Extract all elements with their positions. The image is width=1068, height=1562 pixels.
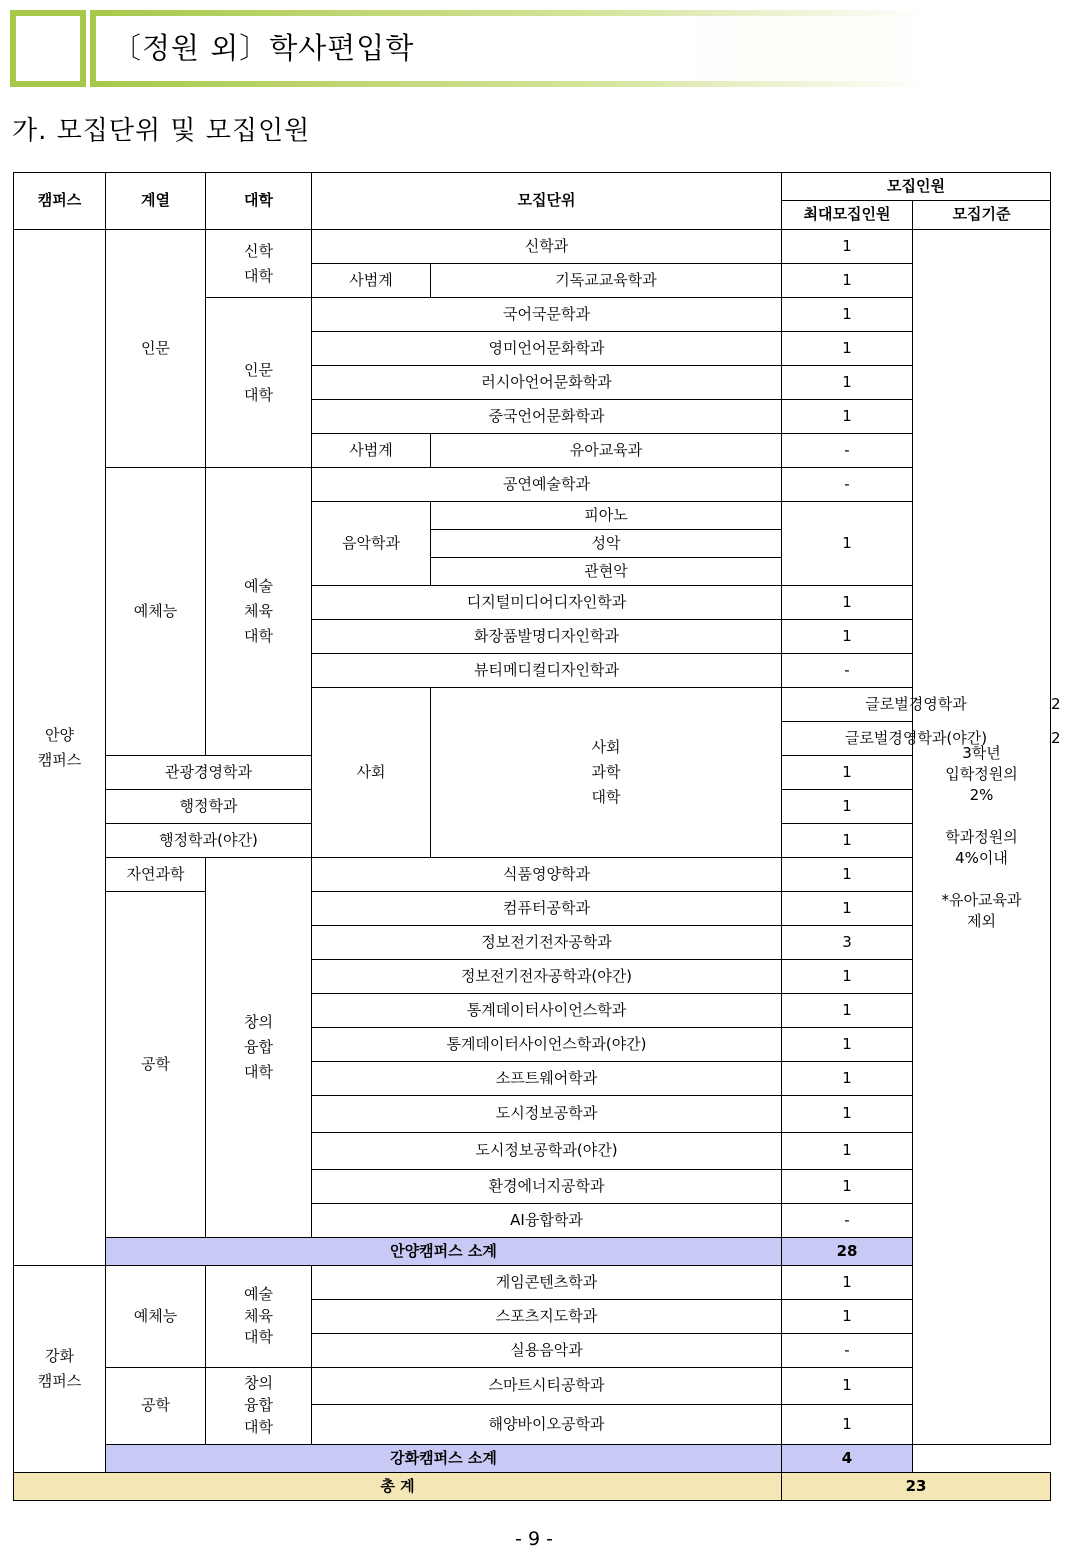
max-cell: -: [782, 434, 913, 468]
unit-cell: 디지털미디어디자인학과: [312, 586, 782, 620]
max-cell: 1: [782, 1405, 913, 1445]
unit-cell: 기독교교육학과: [431, 264, 782, 298]
unit-cell: 도시정보공학과(야간): [312, 1133, 782, 1170]
subtotal-anyang-label: 안양캠퍼스 소계: [106, 1238, 782, 1266]
max-cell: 1: [782, 1170, 913, 1204]
max-cell: 1: [782, 366, 913, 400]
college-inmun: 인문 대학: [206, 298, 312, 468]
unit-cell: 글로벌경영학과(야간): [782, 722, 1051, 756]
unit-cell: 러시아언어문화학과: [312, 366, 782, 400]
series-gonghak: 공학: [106, 892, 206, 1238]
unit-cell: 정보전기전자공학과: [312, 926, 782, 960]
max-cell: -: [782, 468, 913, 502]
max-cell: 1: [782, 230, 913, 264]
college-changui: 창의 융합 대학: [206, 858, 312, 1238]
unit-cell: 유아교육과: [431, 434, 782, 468]
unit-cell: 소프트웨어학과: [312, 1062, 782, 1096]
header-max: 최대모집인원: [782, 201, 913, 230]
college-changui-ganghwa: 창의 융합 대학: [206, 1368, 312, 1445]
unit-cell: 정보전기전자공학과(야간): [312, 960, 782, 994]
unit-cell: 환경에너지공학과: [312, 1170, 782, 1204]
unit-cell: 식품영양학과: [312, 858, 782, 892]
max-cell: 1: [782, 1266, 913, 1300]
max-cell: 1: [782, 1096, 913, 1133]
max-cell: -: [782, 1334, 913, 1368]
max-cell: 1: [782, 1300, 913, 1334]
unit-cell: 실용음악과: [312, 1334, 782, 1368]
subtotal-anyang-value: 28: [782, 1238, 913, 1266]
unit-cell: 중국언어문화학과: [312, 400, 782, 434]
max-cell: -: [782, 654, 913, 688]
unit-cell: AI융합학과: [312, 1204, 782, 1238]
max-cell: 1: [782, 1062, 913, 1096]
unit-cell: 도시정보공학과: [312, 1096, 782, 1133]
college-yechen-ganghwa: 예술 체육 대학: [206, 1266, 312, 1368]
series-jayeon: 자연과학: [106, 858, 206, 892]
campus-anyang: 안양 캠퍼스: [14, 230, 106, 1266]
unit-cell: 공연예술학과: [312, 468, 782, 502]
unit-cell: 피아노: [431, 502, 782, 530]
unit-cell: 관광경영학과: [106, 756, 312, 790]
unit-cell: 스포츠지도학과: [312, 1300, 782, 1334]
max-cell: 1: [782, 790, 913, 824]
unit-cell: 글로벌경영학과: [782, 688, 1051, 722]
college-yechen: 예술 체육 대학: [206, 468, 312, 756]
recruitment-table: 캠퍼스 계열 대학 모집단위 모집인원 최대모집인원 모집기준 안양 캠퍼스 인문 신학 대학 신학과 1 3학년 입학정원의 2% 학과정원의 4%이내 *유아교육과 제외 사범계 기독교교육학과 1 인문 대학 국어국문학과 1 영미언어문화학과 1 러시아언어문화학과 1 중국언어문화학과 1 사범계 유아교육과 - 예체능 예술 체육 대학 공연예술학과 - 음악학과 피아노 1 성악 관현악 디지털미디어디자인학과 1 화장품발명디자인학과 1 뷰티메디컬디자인학과 - 사회 사회 과학 대학 글로벌경영학과 2 글로벌경영학과(야간) 2 관광경영학과 1 행정학과 1 행정학과(야간) 1 자연과학 창의 융합 대학 식품영양학과 1 공학 컴퓨터공학과 1 정보전기전자공학과 3 정보전기전자공학과(야간) 1 통계데이터사이언스학과 1 통계데이터사이언스학과(야간) 1 소프트웨어학과 1 도시정보공학과 1 도시정보공학과(야간) 1 환경에너지공학과 1 AI융합학과 - 안양캠퍼스 소계 28 강화 캠퍼스 예체능 예술 체육 대학 게임콘텐츠학과 1 스포츠지도학과 1 실용음악과 - 공학 창의 융합 대학 스마트시티공학과 1 해양바이오공학과 1 강화캠퍼스 소계 4 총 계 23: [13, 172, 1051, 1501]
max-cell: 1: [782, 1028, 913, 1062]
unit-cell: 신학과: [312, 230, 782, 264]
criteria-cell: 3학년 입학정원의 2% 학과정원의 4%이내 *유아교육과 제외: [913, 230, 1051, 1445]
max-cell: -: [782, 1204, 913, 1238]
max-cell: 1: [782, 824, 913, 858]
unit-cell: 관현악: [431, 558, 782, 586]
max-cell: 1: [782, 994, 913, 1028]
unit-cell: 행정학과: [106, 790, 312, 824]
header-criteria: 모집기준: [913, 201, 1051, 230]
sub-label-music: 음악학과: [312, 502, 431, 586]
max-cell: 1: [782, 756, 913, 790]
unit-cell: 해양바이오공학과: [312, 1405, 782, 1445]
max-cell: 1: [782, 892, 913, 926]
unit-cell: 스마트시티공학과: [312, 1368, 782, 1405]
page-number: - 9 -: [515, 1528, 553, 1550]
unit-cell: 뷰티메디컬디자인학과: [312, 654, 782, 688]
max-cell: 1: [782, 264, 913, 298]
max-cell: 1: [782, 586, 913, 620]
unit-cell: 게임콘텐츠학과: [312, 1266, 782, 1300]
unit-cell: 화장품발명디자인학과: [312, 620, 782, 654]
series-yechen-ganghwa: 예체능: [106, 1266, 206, 1368]
series-gonghak-ganghwa: 공학: [106, 1368, 206, 1445]
series-yechen: 예체능: [106, 468, 206, 756]
series-sahoe: 사회: [312, 688, 431, 858]
header-quota: 모집인원: [782, 173, 1051, 201]
unit-cell: 컴퓨터공학과: [312, 892, 782, 926]
unit-cell: 통계데이터사이언스학과(야간): [312, 1028, 782, 1062]
sub-label-sabeom: 사범계: [312, 434, 431, 468]
unit-cell: 성악: [431, 530, 782, 558]
subtotal-ganghwa-label: 강화캠퍼스 소계: [106, 1445, 782, 1473]
total-value: 23: [782, 1473, 1051, 1501]
header-college: 대학: [206, 173, 312, 230]
college-sinhak: 신학 대학: [206, 230, 312, 298]
max-cell: 1: [782, 400, 913, 434]
page-title: 〔정원 외〕학사편입학: [112, 31, 415, 65]
sub-label-sabeom: 사범계: [312, 264, 431, 298]
max-cell: 1: [782, 1368, 913, 1405]
header-campus: 캠퍼스: [14, 173, 106, 230]
max-cell: 1: [782, 960, 913, 994]
series-inmun: 인문: [106, 230, 206, 468]
max-cell: 1: [782, 858, 913, 892]
campus-ganghwa: 강화 캠퍼스: [14, 1266, 106, 1473]
max-cell: 1: [782, 332, 913, 366]
header-series: 계열: [106, 173, 206, 230]
unit-cell: 행정학과(야간): [106, 824, 312, 858]
max-cell: 1: [782, 298, 913, 332]
max-cell: 1: [782, 502, 913, 586]
max-cell: 3: [782, 926, 913, 960]
section-title: 가. 모집단위 및 모집인원: [12, 116, 311, 146]
header-unit: 모집단위: [312, 173, 782, 230]
subtotal-ganghwa-value: 4: [782, 1445, 913, 1473]
college-sahoe: 사회 과학 대학: [431, 688, 782, 858]
unit-cell: 통계데이터사이언스학과: [312, 994, 782, 1028]
max-cell: 1: [782, 1133, 913, 1170]
unit-cell: 국어국문학과: [312, 298, 782, 332]
header-square: [10, 10, 86, 87]
unit-cell: 영미언어문화학과: [312, 332, 782, 366]
max-cell: 1: [782, 620, 913, 654]
total-label: 총 계: [14, 1473, 782, 1501]
